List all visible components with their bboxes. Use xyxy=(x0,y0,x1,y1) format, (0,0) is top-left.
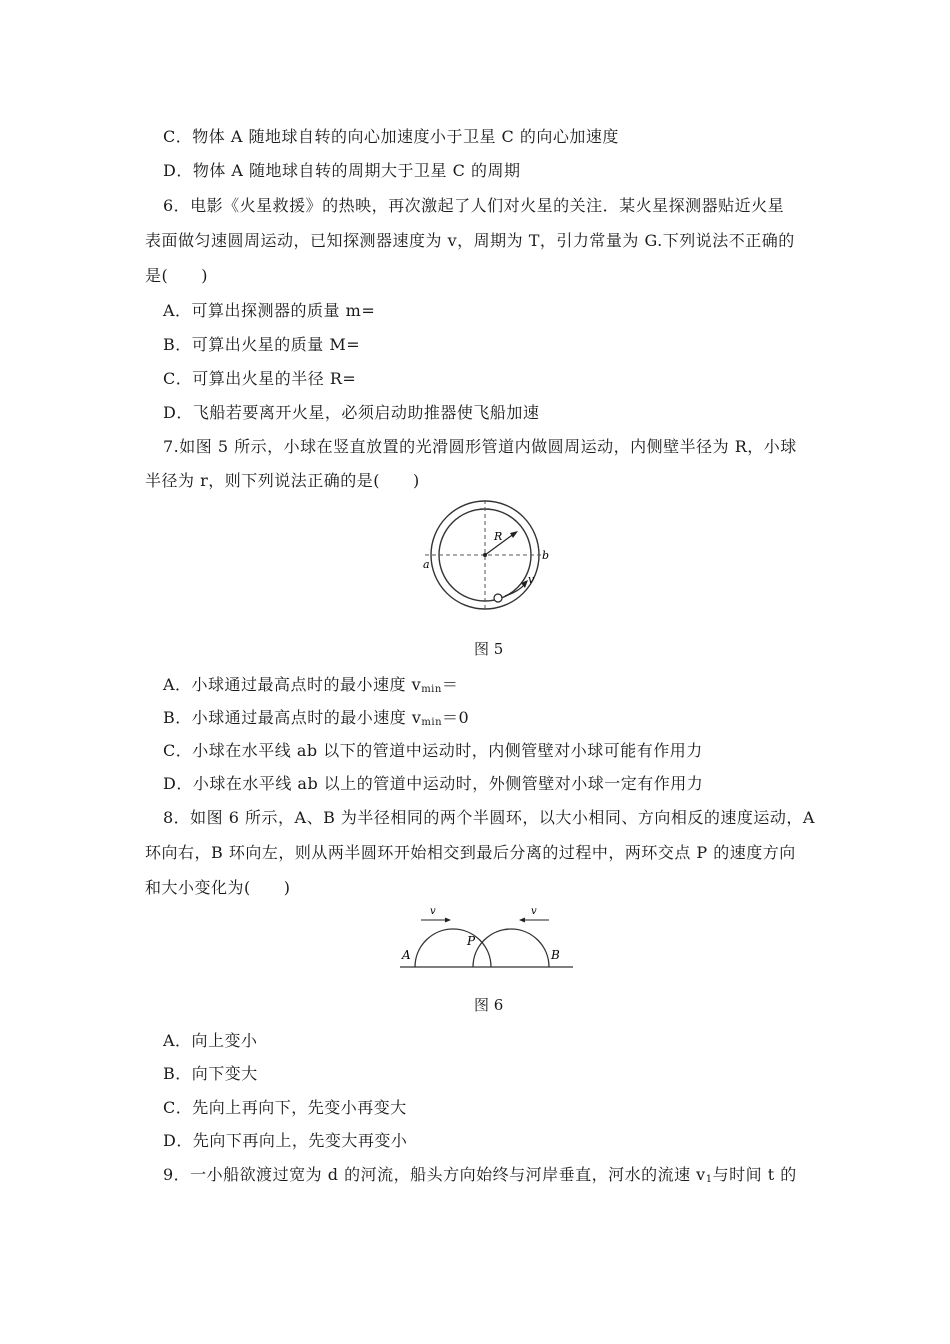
q7-option-c: C．小球在水平线 ab 以下的管道中运动时，内侧管壁对小球可能有作用力 xyxy=(163,741,703,760)
q8-option-d: D．先向下再向上，先变大再变小 xyxy=(163,1131,408,1150)
figure-5-caption: 图 5 xyxy=(474,640,504,658)
q6-option-d: D．飞船若要离开火星，必须启动助推器使飞船加速 xyxy=(163,403,540,422)
q6-stem-line3: 是( ) xyxy=(145,266,208,285)
radius-arrow-head xyxy=(510,531,518,538)
semicircle-B xyxy=(473,929,549,967)
q7-option-a: A．小球通过最高点时的最小速度 $v_{min}=$ xyxy=(163,675,459,695)
q6-option-a: A．可算出探测器的质量 m= xyxy=(163,301,376,320)
q5-option-c: C．物体 A 随地球自转的向心加速度小于卫星 C 的向心加速度 xyxy=(163,127,619,146)
q7-stem-line1: 7.如图 5 所示，小球在竖直放置的光滑圆形管道内做圆周运动，内侧壁半径为 R，小球 xyxy=(163,437,797,456)
label-radius-R: R xyxy=(494,530,503,543)
figure-5-circular-tube xyxy=(415,500,560,615)
q6-option-b: B．可算出火星的质量 M= xyxy=(163,335,361,354)
label-B: B xyxy=(551,948,560,962)
small-ball xyxy=(494,594,502,602)
q6-stem-line2: 表面做匀速圆周运动，已知探测器速度为 v，周期为 T，引力常量为 G.下列说法不正确的 xyxy=(145,231,795,250)
q6-stem-line1: 6．电影《火星救援》的热映，再次激起了人们对火星的关注．某火星探测器贴近火星 xyxy=(163,196,785,215)
arrow-left-head xyxy=(519,918,525,923)
q8-option-a: A．向上变小 xyxy=(163,1031,258,1050)
q8-stem-line3: 和大小变化为( ) xyxy=(145,878,291,897)
arrow-right-head xyxy=(445,918,451,923)
label-velocity-v: v xyxy=(528,573,535,586)
q6-option-c: C．可算出火星的半径 R= xyxy=(163,369,357,388)
q7-stem-line2: 半径为 r，则下列说法正确的是( ) xyxy=(145,471,420,490)
label-v-left: v xyxy=(430,906,436,917)
label-a: a xyxy=(423,558,430,571)
q7-option-b: B．小球通过最高点时的最小速度 $v_{min}=0$ xyxy=(163,708,470,728)
q9-stem-line1: 9．一小船欲渡过宽为 d 的河流，船头方向始终与河岸垂直，河水的流速 $v_1$与时间 t 的 xyxy=(163,1165,797,1185)
q5-option-d: D．物体 A 随地球自转的周期大于卫星 C 的周期 xyxy=(163,161,521,180)
label-b: b xyxy=(542,549,550,562)
q8-option-c: C．先向上再向下，先变小再变大 xyxy=(163,1098,407,1117)
q8-stem-line1: 8．如图 6 所示，A、B 为半径相同的两个半圆环，以大小相同、方向相反的速度运动，A xyxy=(163,808,815,827)
q7-option-d: D．小球在水平线 ab 以上的管道中运动时，外侧管壁对小球一定有作用力 xyxy=(163,774,704,793)
label-P: P xyxy=(467,934,476,948)
semicircle-A xyxy=(415,929,491,967)
label-v-right: v xyxy=(531,906,537,917)
figure-6-caption: 图 6 xyxy=(474,996,504,1014)
q8-option-b: B．向下变大 xyxy=(163,1064,258,1083)
label-A: A xyxy=(402,948,411,962)
figure-6-semicircles xyxy=(395,903,580,973)
q8-stem-line2: 环向右，B 环向左，则从两半圆环开始相交到最后分离的过程中，两环交点 P 的速度方向 xyxy=(145,843,796,862)
